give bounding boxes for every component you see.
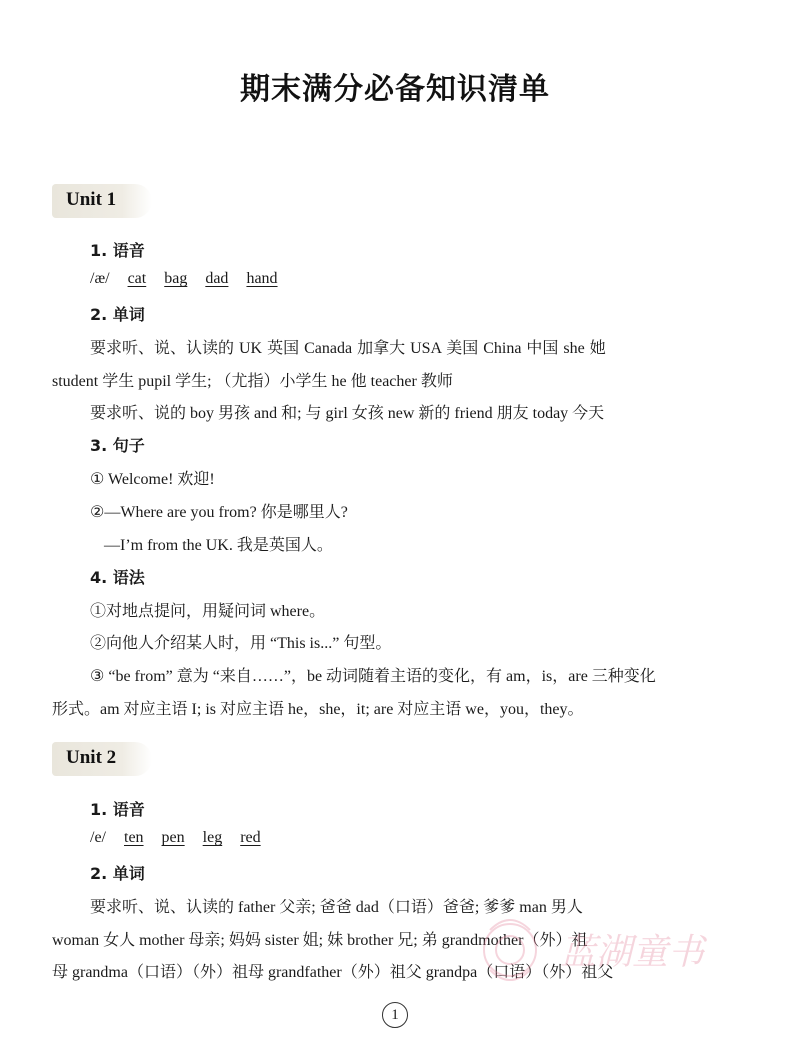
unit-1-sentence-2: ②—Where are you from? 你是哪里人? [90,504,348,521]
unit-1-sentence-3: —I’m from the UK. 我是英国人。 [104,537,333,554]
page-number: 1 [382,1002,408,1028]
phonics-word: red [240,829,261,846]
unit-1-vocab-line-3: 要求听、说的 boy 男孩 and 和; 与 girl 女孩 new 新的 friend 朋友 today 今天 [90,405,605,422]
unit-2-vocab-line-3: 母 grandma（口语）（外）祖母 grandfather（外）祖父 grandpa（口语）（外）祖父 [52,964,614,981]
unit-1-vocab-heading: 2. 单词 [90,305,145,324]
unit-1-vocab-line-1: 要求听、说、认读的 UK 英国 Canada 加拿大 USA 美国 China 中国 she 她 [90,340,606,357]
phonics-sound: /e/ [90,829,106,846]
watermark-logo [470,890,790,1010]
unit-1-grammar-3: ③ “be from” 意为 “来自……”，be 动词随着主语的变化，有 am，is，are 三种变化 [90,668,656,685]
phonics-word: hand [246,270,278,287]
unit-1-phonics-line [90,270,278,288]
unit-1-grammar-4: 形式。am 对应主语 I; is 对应主语 he，she，it; are 对应主语 we，you，they。 [52,701,584,718]
phonics-word: bag [164,270,188,287]
page-title: 期末满分必备知识清单 [240,72,550,107]
unit-1-grammar-1: ①对地点提问，用疑问词 where。 [90,603,326,620]
unit-1-badge [52,184,152,218]
watermark-text: 蓝湖童书 [560,932,705,973]
unit-1-label: Unit 1 [66,189,117,210]
unit-2-phonics-heading: 1. 语音 [90,800,145,819]
phonics-word: leg [202,829,223,846]
unit-1-sentence-heading: 3. 句子 [90,436,145,455]
phonics-word: ten [124,829,144,846]
unit-2-badge [52,742,152,776]
unit-2-phonics-line [90,829,261,847]
unit-1-vocab-line-2: student 学生 pupil 学生; （尤指）小学生 he 他 teacher 教师 [52,373,453,390]
phonics-word: pen [161,829,185,846]
unit-2-vocab-heading: 2. 单词 [90,864,145,883]
unit-1-sentence-1: ① Welcome! 欢迎! [90,471,215,488]
phonics-word: cat [127,270,147,287]
phonics-sound: /æ/ [90,270,110,287]
unit-1-phonics-heading: 1. 语音 [90,241,145,260]
unit-1-grammar-heading: 4. 语法 [90,568,145,587]
unit-1-grammar-2: ②向他人介绍某人时，用 “This is...” 句型。 [90,635,392,652]
unit-2-vocab-line-2: woman 女人 mother 母亲; 妈妈 sister 姐; 妹 brother 兄; 弟 grandmother（外）祖 [52,932,588,949]
unit-2-label: Unit 2 [66,747,117,768]
phonics-word: dad [205,270,229,287]
unit-2-vocab-line-1: 要求听、说、认读的 father 父亲; 爸爸 dad（口语）爸爸; 爹爹 man 男人 [90,899,583,916]
